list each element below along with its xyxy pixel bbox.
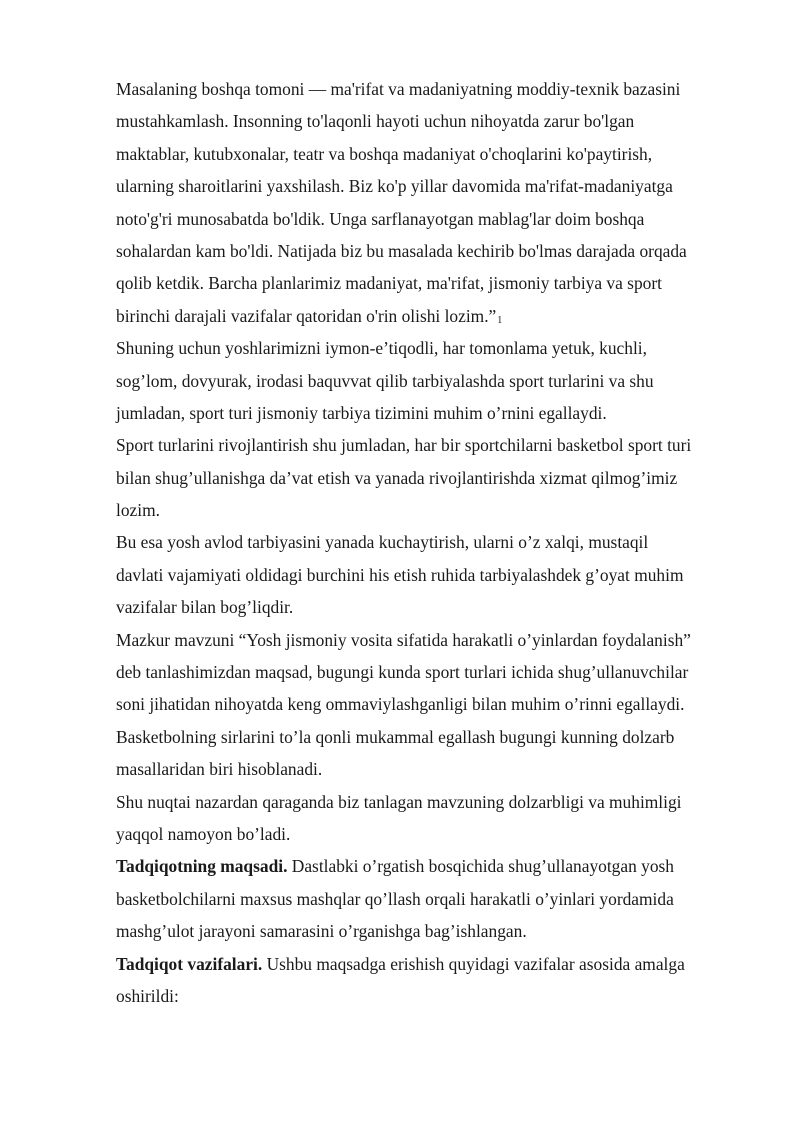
tasks-heading: Tadqiqot vazifalari. bbox=[116, 953, 263, 974]
text-line: Bu esa yosh avlod tarbiyasini yanada kuchaytirish, ularni o’z xalqi, mustaqil bbox=[116, 532, 649, 553]
text-line: jumladan, sport turi jismoniy tarbiya tizimini muhim o’rnini egallaydi. bbox=[116, 402, 607, 423]
tasks-text: Ushbu maqsadga erishish quyidagi vazifalar asosida amalga bbox=[262, 953, 685, 974]
text-line: ularning sharoitlarini yaxshilash. Biz ko'p yillar davomida ma'rifat-madaniyatga bbox=[116, 176, 673, 197]
text-line: Masalaning boshqa tomoni — ma'rifat va madaniyatning moddiy-texnik bazasini bbox=[116, 79, 681, 99]
text-line: Mazkur mavzuni “Yosh jismoniy vosita sifatida harakatli o’yinlardan foydalanish” bbox=[116, 629, 691, 650]
text-line: masallaridan biri hisoblanadi. bbox=[116, 759, 323, 780]
text-line: yaqqol namoyon bo’ladi. bbox=[116, 823, 291, 844]
text-line: sog’lom, dovyurak, irodasi baquvvat qilib tarbiyalashda sport turlarini va shu bbox=[116, 370, 654, 391]
goal-text: Dastlabki o’rgatish bosqichida shug’ullanayotgan yosh bbox=[287, 856, 674, 877]
text-line: vazifalar bilan bog’liqdir. bbox=[116, 597, 294, 618]
text-line: deb tanlashimizdan maqsad, bugungi kunda sport turlari ichida shug’ullanuvchilar bbox=[116, 662, 689, 683]
text-line: mashg’ulot jarayoni samarasini o’rganishga bag’ishlangan. bbox=[116, 921, 527, 942]
text-line: soni jihatidan nihoyatda keng ommaviylashganligi bilan muhim o’rinni egallaydi. bbox=[116, 694, 685, 715]
text-line: Basketbolning sirlarini to’la qonli mukammal egallash bugungi kunning dolzarb bbox=[116, 726, 675, 747]
text-line: davlati vajamiyati oldidagi burchini his etish ruhida tarbiyalashdek g’oyat muhim bbox=[116, 564, 684, 585]
goal-paragraph-line bbox=[116, 850, 756, 882]
text-line: lozim. bbox=[116, 500, 160, 521]
text-line: noto'g'ri munosabatda bo'ldik. Unga sarflanayotgan mablag'lar doim boshqa bbox=[116, 208, 645, 229]
document-page bbox=[116, 73, 756, 1012]
goal-heading: Tadqiqotning maqsadi. bbox=[116, 856, 288, 877]
text-line: Shu nuqtai nazardan qaraganda biz tanlagan mavzuning dolzarbligi va muhimligi bbox=[116, 791, 682, 812]
text-line: Shuning uchun yoshlarimizni iymon-e’tiqodli, har tomonlama yetuk, kuchli, bbox=[116, 338, 647, 359]
footnote-reference: 1 bbox=[497, 314, 503, 326]
text-line-with-footnote bbox=[116, 300, 756, 332]
text-line: sohalardan kam bo'ldi. Natijada biz bu masalada kechirib bo'lmas darajada orqada bbox=[116, 240, 687, 261]
text-line: oshirildi: bbox=[116, 985, 179, 1006]
text-line: mustahkamlash. Insonning to'laqonli hayoti uchun nihoyatda zarur bo'lgan bbox=[116, 111, 635, 132]
text-line: maktablar, kutubxonalar, teatr va boshqa madaniyat o'choqlarini ko'paytirish, bbox=[116, 143, 653, 164]
tasks-paragraph-line bbox=[116, 948, 756, 980]
quote-end-text: birinchi darajali vazifalar qatoridan o'rin olishi lozim.” bbox=[116, 305, 497, 326]
text-line: bilan shug’ullanishga da’vat etish va yanada rivojlantirishda xizmat qilmog’imiz bbox=[116, 467, 678, 488]
text-line: qolib ketdik. Barcha planlarimiz madaniyat, ma'rifat, jismoniy tarbiya va sport bbox=[116, 273, 662, 294]
text-line: Sport turlarini rivojlantirish shu jumladan, har bir sportchilarni basketbol sport turi bbox=[116, 435, 692, 456]
text-line: basketbolchilarni maxsus mashqlar qo’llash orqali harakatli o’yinlari yordamida bbox=[116, 888, 674, 909]
